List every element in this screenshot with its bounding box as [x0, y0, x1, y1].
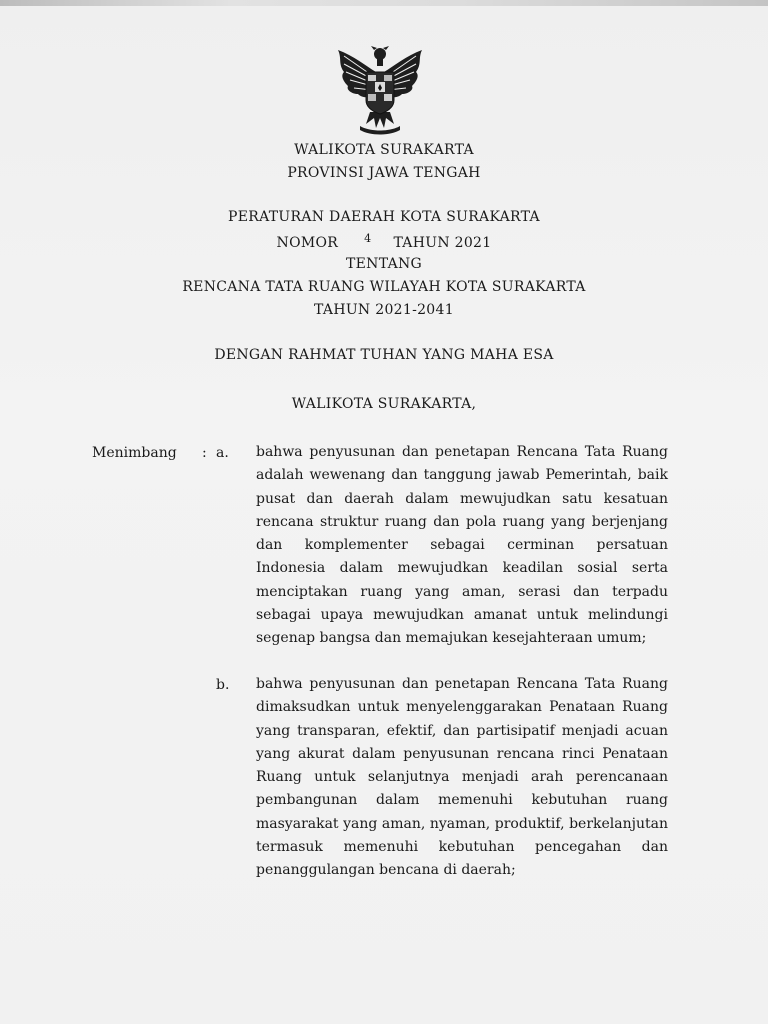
- regulation-period: TAHUN 2021-2041: [314, 302, 454, 318]
- scan-edge: [0, 0, 768, 6]
- consideration-b-text: bahwa penyusunan dan penetapan Rencana Tata Ruang dimaksudkan untuk menyelenggarakan Penataan Ruang yang transparan, efektif, dan partisipatif menjadi acuan yang akurat dalam penyusunan rencana rinci Penataan Ruang untuk selanjutnya menjadi arah perencanaan pembangunan dalam memenuhi kebutuhan ruang masyarakat yang aman, nyaman, produktif, berkelanjutan termasuk memenuhi kebutuhan pencegahan dan penanggulangan bencana di daerah;: [256, 676, 668, 879]
- nomor-value: 4: [364, 232, 372, 245]
- blessing-line: DENGAN RAHMAT TUHAN YANG MAHA ESA: [214, 347, 554, 363]
- menimbang-label: Menimbang: [92, 445, 177, 461]
- nomor-label: NOMOR: [276, 235, 339, 251]
- item-letter-b: b.: [216, 677, 230, 693]
- regulation-year: TAHUN 2021: [393, 235, 492, 251]
- regulation-title: PERATURAN DAERAH KOTA SURAKARTA: [228, 209, 540, 225]
- consideration-a-text: bahwa penyusunan dan penetapan Rencana Tata Ruang adalah wewenang dan tanggung jawab Pemerintah, baik pusat dan daerah dalam mewujudkan satu kesatuan rencana struktur ruang dan pola ruang yang berjenjang dan komplementer sebagai cerminan persatuan Indonesia dalam mewujudkan keadilan sosial serta menciptakan ruang yang aman, serasi dan terpadu sebagai upaya mewujudkan amanat untuk melindungi segenap bangsa dan memajukan kesejahteraan umum;: [256, 444, 668, 647]
- tentang-label: TENTANG: [345, 256, 423, 272]
- regulation-number-line: [0, 232, 768, 251]
- regulation-subject: RENCANA TATA RUANG WILAYAH KOTA SURAKARTA: [182, 279, 586, 295]
- item-letter-a: a.: [216, 445, 229, 461]
- authority-line: WALIKOTA SURAKARTA,: [291, 396, 477, 412]
- garuda-emblem-icon: [330, 42, 430, 140]
- menimbang-colon: :: [202, 445, 207, 461]
- header-line-2: PROVINSI JAWA TENGAH: [287, 165, 481, 181]
- header-line-1: WALIKOTA SURAKARTA: [294, 142, 474, 158]
